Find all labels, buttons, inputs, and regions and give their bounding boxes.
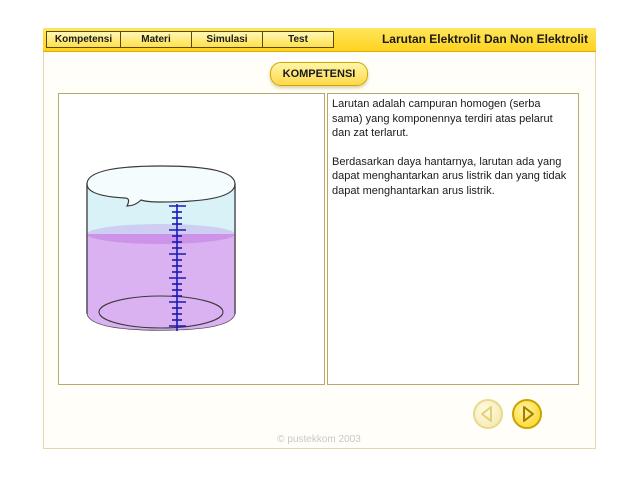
nav-tab-simulasi[interactable]: Simulasi: [191, 31, 263, 48]
main-nav: [46, 31, 333, 48]
next-button[interactable]: [512, 399, 542, 429]
beaker-illustration: [59, 94, 324, 384]
nav-tab-kompetensi[interactable]: Kompetensi: [46, 31, 121, 48]
app-title: Larutan Elektrolit Dan Non Elektrolit: [381, 32, 588, 46]
triangle-left-icon: [475, 401, 501, 427]
top-bar: [43, 28, 596, 52]
previous-button[interactable]: [473, 399, 503, 429]
paragraph-definition: Larutan adalah campuran homogen (serba sama) yang komponennya terdiri atas pelarut dan zat terlarut.: [332, 98, 553, 139]
text-panel: [327, 93, 579, 385]
nav-tab-test[interactable]: Test: [262, 31, 334, 48]
paragraph-conductivity: Berdasarkan daya hantarnya, larutan ada yang dapat menghantarkan arus listrik dan yang tidak dapat menghantarkan arus listrik.: [332, 155, 567, 197]
illustration-panel: [58, 93, 325, 385]
section-title: KOMPETENSI: [270, 62, 368, 86]
triangle-right-icon: [514, 401, 540, 427]
nav-tab-materi[interactable]: Materi: [120, 31, 192, 48]
copyright-footer: © pustekkom 2003: [277, 434, 361, 445]
content-text: [332, 97, 572, 212]
